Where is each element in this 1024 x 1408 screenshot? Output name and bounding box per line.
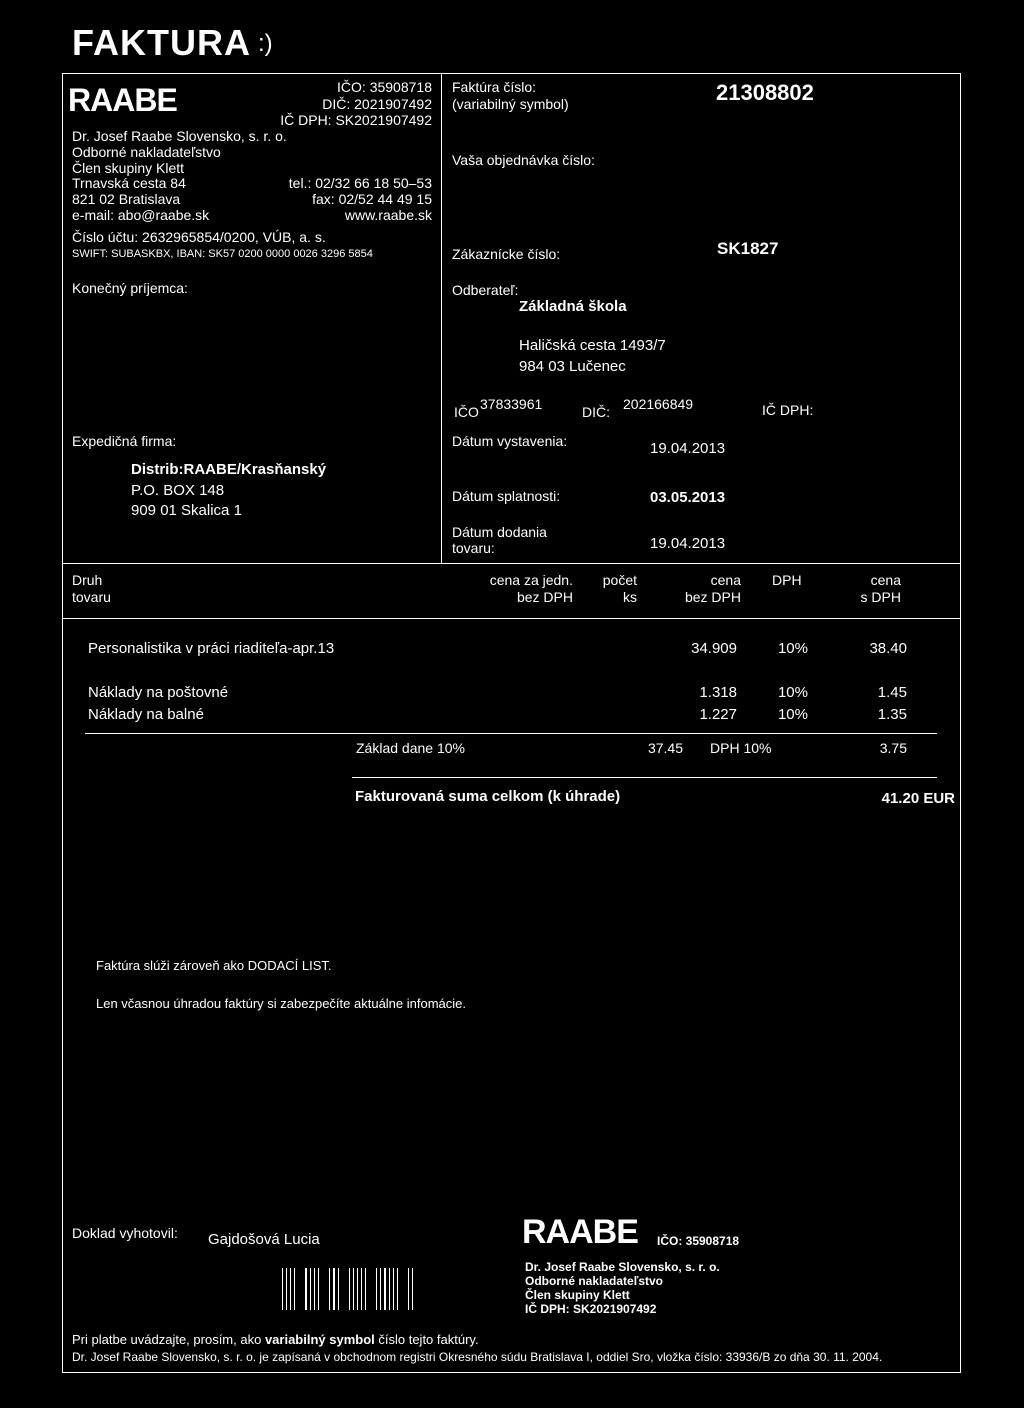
row-1-gross: 38.40 [869, 640, 907, 657]
delivery-label-1: Dátum dodania [452, 524, 547, 540]
buyer-dic-label: DIČ: [582, 404, 610, 420]
customer-no-label: Zákaznícke číslo: [452, 246, 561, 262]
customer-no: SK1827 [717, 239, 779, 258]
supplier-street: Trnavská cesta 84 [72, 175, 186, 191]
footer-icdph: IČ DPH: SK2021907492 [525, 1302, 657, 1316]
row-2-name: Náklady na poštovné [88, 684, 229, 701]
base-value: 37.45 [647, 740, 683, 756]
due-label: Dátum splatnosti: [452, 488, 561, 504]
invoice-number-label: Faktúra číslo: [452, 79, 537, 95]
total-label: Fakturovaná suma celkom (k úhrade) [355, 788, 621, 805]
supplier-city: 821 02 Bratislava [72, 191, 181, 207]
shipping-city: 909 01 Skalica 1 [131, 502, 242, 519]
total-line [352, 777, 937, 778]
delivery-label-2: tovaru: [452, 540, 495, 556]
register-note: Dr. Josef Raabe Slovensko, s. r. o. je zapísaná v obchodnom registri Okresného súdu Bratislava I, oddiel Sro, vložka číslo: 33936/B zo dňa 30. 11. 2004. [72, 1350, 883, 1364]
made-by-label: Doklad vyhotovil: [72, 1225, 178, 1241]
vat-total: 3.75 [879, 740, 907, 756]
supplier-line2: Odborné nakladateľstvo [72, 144, 221, 160]
supplier-name: Dr. Josef Raabe Slovensko, s. r. o. [72, 128, 287, 144]
supplier-email: e-mail: abo@raabe.sk [72, 207, 210, 223]
vat-label: DPH 10% [710, 740, 772, 756]
pay-instruction [72, 1332, 479, 1347]
supplier-tel: tel.: 02/32 66 18 50–53 [288, 175, 432, 191]
row-1-vat: 10% [777, 640, 808, 657]
shipping-label: Expedičná firma: [72, 433, 177, 449]
frame-top [62, 73, 960, 74]
th-cenab-1: cena [710, 572, 741, 588]
shipping-box: P.O. BOX 148 [131, 482, 225, 499]
th-pocet-1: počet [602, 572, 637, 588]
supplier-dic: DIČ: 2021907492 [322, 96, 432, 112]
row-1-net: 34.909 [691, 640, 737, 657]
subtotal-line [85, 733, 937, 734]
pay-post: číslo tejto faktúry. [374, 1332, 479, 1347]
footer-line3: Člen skupiny Klett [525, 1288, 630, 1302]
row-2-gross: 1.45 [877, 684, 907, 701]
th-druh-1: Druh [72, 572, 103, 588]
row-2-vat: 10% [777, 684, 808, 701]
due-date: 03.05.2013 [650, 489, 726, 506]
footer-line2: Odborné nakladateľstvo [525, 1274, 663, 1288]
header-bottom-line [62, 563, 960, 564]
footer-name: Dr. Josef Raabe Slovensko, s. r. o. [525, 1260, 720, 1274]
note-payment: Len včasnou úhradou faktúry si zabezpečíte aktuálne infomácie. [96, 996, 467, 1011]
th-cenas-1: cena [870, 572, 901, 588]
supplier-swift: SWIFT: SUBASKBX, IBAN: SK57 0200 0000 0026 3296 5854 [72, 248, 373, 260]
frame-bottom [62, 1372, 960, 1373]
supplier-web: www.raabe.sk [344, 207, 432, 223]
frame-right [960, 73, 961, 1373]
made-by-name: Gajdošová Lucia [208, 1231, 320, 1248]
th-cenab-2: bez DPH [684, 589, 741, 605]
total-value: 41.20 EUR [881, 790, 955, 807]
supplier-fax: fax: 02/52 44 49 15 [312, 191, 432, 207]
supplier-logo: RAABE [68, 82, 177, 118]
frame-divider [441, 73, 442, 563]
invoice-number-sub: (variabilný symbol) [452, 96, 569, 112]
row-1-name: Personalistika v práci riaditeľa-apr.13 [88, 640, 335, 657]
row-3-gross: 1.35 [877, 706, 907, 723]
buyer-icdph-label: IČ DPH: [762, 402, 814, 418]
order-label: Vaša objednávka číslo: [452, 152, 595, 168]
row-3-net: 1.227 [699, 706, 737, 723]
supplier-account-text: Číslo účtu: 2632965854/0200, VÚB, a. s. [72, 229, 326, 245]
supplier-ico: IČO: 35908718 [337, 79, 432, 95]
issued-date: 19.04.2013 [650, 440, 726, 457]
row-3-vat: 10% [777, 706, 808, 723]
footer-logo: RAABE [522, 1213, 638, 1251]
table-header-line [62, 618, 960, 619]
buyer-ico: 37833961 [480, 396, 543, 412]
row-2-net: 1.318 [699, 684, 737, 701]
th-cenas-2: s DPH [860, 589, 901, 605]
title-mark: :) [258, 30, 273, 57]
buyer-city: 984 03 Lučenec [519, 358, 626, 375]
row-3-name: Náklady na balné [88, 706, 204, 723]
th-pocet-2: ks [623, 589, 637, 605]
shipping-name: Distrib:RAABE/Krasňanský [131, 461, 327, 478]
frame-left [62, 73, 63, 1373]
pay-bold: variabilný symbol [264, 1332, 375, 1347]
supplier-account [72, 229, 326, 245]
buyer-street: Haličská cesta 1493/7 [519, 337, 666, 354]
buyer-dic: 202166849 [623, 396, 694, 412]
buyer-label: Odberateľ: [452, 282, 519, 298]
recipient-label: Konečný príjemca: [72, 280, 188, 296]
th-druh-2: tovaru [72, 589, 111, 605]
issued-label: Dátum vystavenia: [452, 433, 568, 449]
invoice-title: FAKTURA [72, 22, 251, 63]
footer-ico: IČO: 35908718 [657, 1234, 740, 1248]
buyer-ico-label: IČO [454, 404, 479, 420]
barcode [282, 1268, 416, 1310]
th-dph: DPH [772, 572, 802, 588]
note-delivery: Faktúra slúži zároveň ako DODACÍ LIST. [96, 958, 332, 973]
supplier-line3: Člen skupiny Klett [72, 160, 185, 176]
base-label: Základ dane 10% [356, 740, 465, 756]
supplier-icdph: IČ DPH: SK2021907492 [280, 112, 432, 128]
buyer-name: Základná škola [519, 298, 627, 315]
th-cena-2: bez DPH [516, 589, 573, 605]
th-cena-1: cena za jedn. [489, 572, 573, 588]
pay-pre: Pri platbe uvádzajte, prosím, ako [72, 1332, 265, 1347]
invoice-number: 21308802 [716, 80, 814, 105]
delivery-date: 19.04.2013 [650, 535, 726, 552]
